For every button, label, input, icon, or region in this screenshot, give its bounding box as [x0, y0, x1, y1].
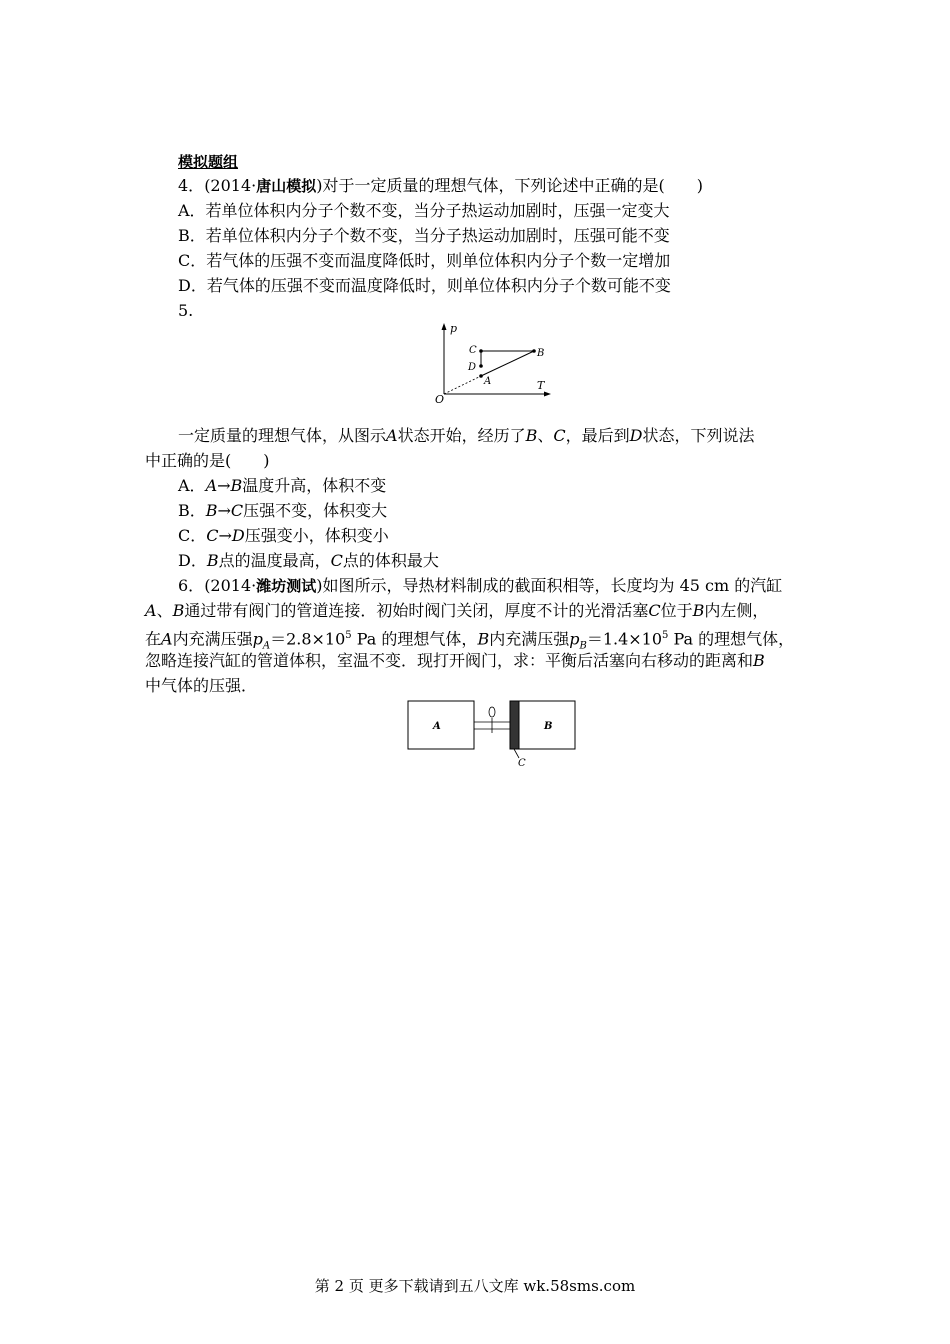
cylinder-b: [510, 701, 575, 749]
label-piston-c: C: [518, 758, 526, 769]
label-cyl-b: B: [544, 721, 553, 732]
q5-stem-line2: 中正确的是( ): [145, 451, 270, 470]
label-cyl-a: A: [433, 721, 441, 732]
q4-option-d: D．若气体的压强不变而温度降低时，则单位体积内分子个数可能不变: [178, 276, 671, 295]
line-a-b: [481, 351, 534, 376]
q4-stem: 4．(2014·唐山模拟)对于一定质量的理想气体，下列论述中正确的是( ): [178, 176, 703, 195]
point-d: [479, 364, 483, 368]
dashed-origin-line: [444, 376, 481, 394]
p-axis-arrow: [442, 323, 447, 330]
q5-stem-line1: 一定质量的理想气体，从图示A状态开始，经历了B、C，最后到D状态，下列说法: [178, 426, 755, 445]
label-b: B: [537, 348, 545, 359]
t-axis-arrow: [544, 392, 551, 397]
valve-handle: [489, 707, 495, 717]
q6-line3: 在A内充满压强$p_A=2.8\times 10^5$ Pa 的理想气体，B内充满压强$p_B=1.4\times 10^5$ Pa 的理想气体，: [145, 629, 795, 652]
cylinder-a: [408, 701, 474, 749]
piston-c: [510, 701, 519, 749]
label-c: C: [469, 345, 477, 356]
piston-pointer: [514, 749, 519, 758]
point-b: [532, 349, 536, 353]
label-d: D: [468, 362, 477, 373]
section-heading: 模拟题组: [178, 153, 239, 171]
q4-option-b: B．若单位体积内分子个数不变，当分子热运动加剧时，压强可能不变: [178, 226, 670, 245]
pt-graph: [430, 322, 555, 404]
q6-line1: 6．(2014·潍坊测试)如图所示，导热材料制成的截面积相等，长度均为 45 cm 的汽缸: [178, 576, 783, 595]
q6-line4: 忽略连接汽缸的管道体积，室温不变．现打开阀门，求：平衡后活塞向右移动的距离和B: [145, 651, 765, 670]
point-a: [479, 374, 483, 378]
q6-line5: 中气体的压强．: [145, 676, 258, 695]
page-footer: 第 2 页 更多下载请到五八文库 wk.58sms.com: [314, 1277, 636, 1295]
q6-line2: A、B通过带有阀门的管道连接．初始时阀门关闭，厚度不计的光滑活塞C位于B内左侧，: [145, 601, 769, 620]
label-t: T: [537, 379, 545, 392]
q5-option-c: C．C→D压强变小，体积变小: [178, 526, 389, 545]
label-o: O: [435, 393, 445, 404]
label-p: p: [450, 322, 458, 335]
point-c: [479, 349, 483, 353]
q4-option-c: C．若气体的压强不变而温度降低时，则单位体积内分子个数一定增加: [178, 251, 671, 270]
label-a: A: [484, 376, 492, 387]
q5-number: 5.: [178, 301, 194, 320]
q5-option-b: B．B→C压强不变，体积变大: [178, 501, 388, 520]
q4-option-a: A．若单位体积内分子个数不变，当分子热运动加剧时，压强一定变大: [178, 201, 670, 220]
q5-option-d: D．B点的温度最高，C点的体积最大: [178, 551, 439, 570]
cylinder-diagram: [406, 698, 578, 770]
q5-option-a: A．A→B温度升高，体积不变: [178, 476, 387, 495]
